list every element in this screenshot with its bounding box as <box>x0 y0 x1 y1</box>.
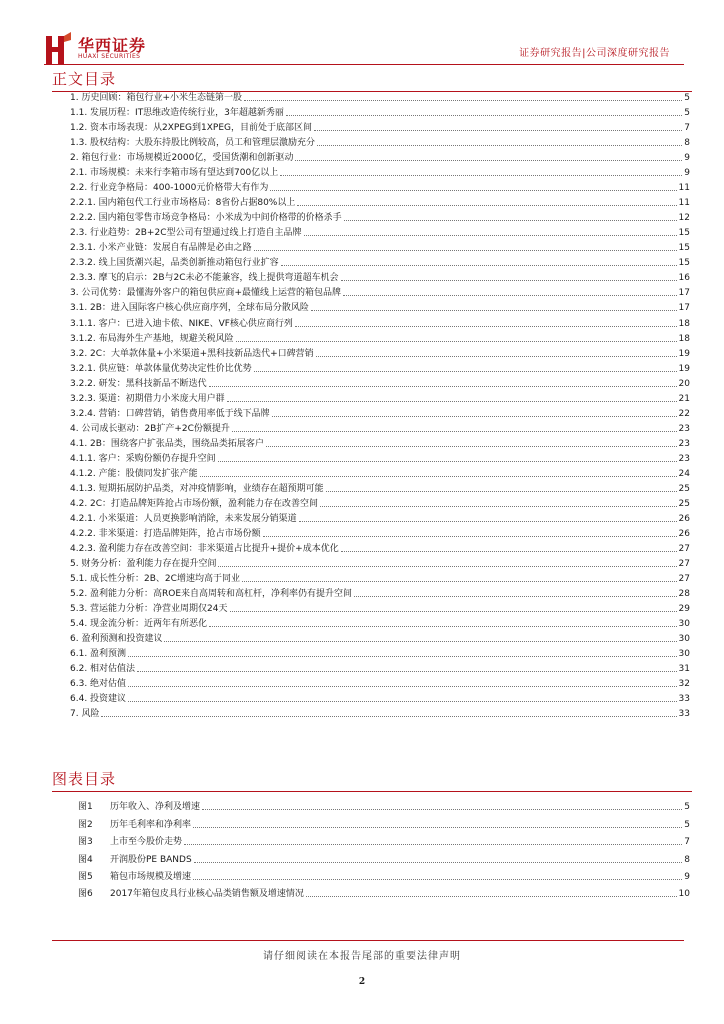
toc-leader-dots <box>299 520 677 522</box>
toc-entry[interactable] <box>70 600 690 615</box>
toc-leader-dots <box>236 340 677 342</box>
toc-entry-title: 1.1. 发展历程：IT思维改造传统行业，3年超越新秀丽 <box>70 108 284 119</box>
toc-leader-dots <box>232 430 677 432</box>
toc-entry[interactable] <box>70 660 690 675</box>
toc-entry-title: 6.4. 投资建议 <box>70 694 127 705</box>
legal-notice: 请仔细阅读在本报告尾部的重要法律声明 <box>263 951 461 962</box>
toc-entry-page: 21 <box>678 393 690 404</box>
toc-entry-title: 4.2.1. 小米渠道：人员更换影响消除，未来发展分销渠道 <box>70 513 297 524</box>
toc-entry-page: 11 <box>678 183 690 194</box>
figure-entry-label: 图4 <box>78 854 93 865</box>
toc-entry-page: 17 <box>678 303 690 314</box>
toc-entry-page: 15 <box>678 228 690 239</box>
toc-entry-title: 2.3. 行业趋势：2B+2C型公司有望通过线上打造自主品牌 <box>70 228 302 239</box>
toc-entry[interactable] <box>70 525 690 540</box>
toc-entry-page: 28 <box>678 589 690 600</box>
toc-entry-page: 33 <box>678 709 690 720</box>
toc-entry-title: 6.2. 相对估值法 <box>70 664 136 675</box>
toc-leader-dots <box>281 264 677 266</box>
toc-leader-dots <box>263 535 677 537</box>
toc-entry[interactable] <box>70 239 690 254</box>
figure-entry-title: 历年收入、净利及增速 <box>110 802 201 813</box>
toc-leader-dots <box>218 460 677 462</box>
toc-entry-title: 6.3. 绝对估值 <box>70 679 127 690</box>
toc-entry[interactable] <box>70 570 690 585</box>
toc-leader-dots <box>227 400 677 402</box>
toc-entry-title: 3. 公司优势：最懂海外客户的箱包供应商+最懂线上运营的箱包品牌 <box>70 288 341 299</box>
toc-entry-title: 4.1. 2B：围绕客户扩张品类，围绕品类拓展客户 <box>70 438 264 449</box>
toc-entry[interactable] <box>70 254 690 269</box>
toc-leader-dots <box>272 415 677 417</box>
toc-entry-page: 33 <box>678 694 690 705</box>
toc-entry[interactable] <box>70 555 690 570</box>
toc-entry-title: 2.2.2. 国内箱包零售市场竞争格局：小米成为中间价格带的价格杀手 <box>70 213 342 224</box>
toc-leader-dots <box>218 565 676 567</box>
toc-leader-dots <box>320 505 677 507</box>
toc-entry-page: 23 <box>678 453 690 464</box>
figure-entry-title: 上市至今股价走势 <box>110 837 183 848</box>
logo-text-en: HUAXI SECURITIES <box>78 53 141 60</box>
figure-entry-title: 2017年箱包皮具行业核心品类销售额及增速情况 <box>110 889 304 900</box>
toc-entry-page: 30 <box>678 649 690 660</box>
figure-list <box>78 796 690 900</box>
toc-entry-title: 5.2. 盈利能力分析：高ROE来自高周转和高杠杆，净利率仍有提升空间 <box>70 589 353 600</box>
figure-entry-label: 图3 <box>78 837 93 848</box>
toc-entry[interactable] <box>70 435 690 450</box>
toc-entry[interactable] <box>70 705 690 720</box>
figure-entry-page: 5 <box>684 802 690 813</box>
toc-leader-dots <box>326 490 677 492</box>
figure-entry[interactable] <box>78 796 690 813</box>
toc-entry[interactable] <box>70 209 690 224</box>
toc-leader-dots <box>128 685 677 687</box>
toc-entry-title: 2.3.3. 摩飞的启示：2B与2C未必不能兼容，线上提供弯道超车机会 <box>70 273 339 284</box>
toc-leader-dots <box>316 355 677 357</box>
toc-entry-page: 23 <box>678 438 690 449</box>
toc-entry-title: 3.2. 2C：大单款体量+小米渠道+黑科技新品迭代+口碑营销 <box>70 348 314 359</box>
toc-entry[interactable] <box>70 179 690 194</box>
toc-entry-title: 3.2.3. 渠道：初期借力小米庞大用户群 <box>70 393 225 404</box>
toc-entry-page: 19 <box>678 348 690 359</box>
toc-entry[interactable] <box>70 540 690 555</box>
toc-entry-page: 24 <box>678 468 690 479</box>
toc-heading-text: 正文目录 <box>52 70 117 88</box>
toc-entry-title: 4.1.2. 产能：股债同发扩张产能 <box>70 468 198 479</box>
toc-entry-page: 27 <box>678 543 690 554</box>
toc-leader-dots <box>200 475 677 477</box>
toc-entry[interactable] <box>70 675 690 690</box>
toc-entry[interactable] <box>70 224 690 239</box>
toc-entry[interactable] <box>70 480 690 495</box>
toc-entry[interactable] <box>70 330 690 345</box>
toc-leader-dots <box>128 655 677 657</box>
toc-entry[interactable] <box>70 104 690 119</box>
toc-entry[interactable] <box>70 164 690 179</box>
figure-entry[interactable] <box>78 813 690 830</box>
toc-entry-page: 26 <box>678 513 690 524</box>
report-type-label: 证券研究报告|公司深度研究报告 <box>519 48 670 59</box>
figure-entry-title: 开润股份PE BANDS <box>110 854 192 865</box>
toc-entry-page: 27 <box>678 574 690 585</box>
toc-entry[interactable] <box>70 615 690 630</box>
figure-leader-dots <box>184 843 682 845</box>
toc-leader-dots <box>341 550 677 552</box>
toc-entry-page: 20 <box>678 378 690 389</box>
table-of-contents <box>70 89 690 720</box>
toc-leader-dots <box>354 595 676 597</box>
toc-entry-page: 25 <box>678 483 690 494</box>
toc-entry-page: 18 <box>678 318 690 329</box>
toc-entry-title: 3.2.1. 供应链：单款体量优势决定性价比优势 <box>70 363 252 374</box>
toc-entry-title: 2.2.1. 国内箱包代工行业市场格局：8省份占据80%以上 <box>70 198 296 209</box>
toc-entry-page: 16 <box>678 273 690 284</box>
toc-entry[interactable] <box>70 690 690 705</box>
figure-entry-label: 图6 <box>78 889 93 900</box>
toc-entry-title: 2.1. 市场规模：未来行李箱市场有望达到700亿以上 <box>70 168 279 179</box>
toc-entry-page: 31 <box>678 664 690 675</box>
figure-leader-dots <box>194 861 683 863</box>
toc-leader-dots <box>254 370 677 372</box>
toc-leader-dots <box>314 129 682 131</box>
toc-leader-dots <box>341 279 677 281</box>
toc-entry[interactable] <box>70 119 690 134</box>
toc-entry-page: 30 <box>678 634 690 645</box>
figure-entry-page: 5 <box>684 819 690 830</box>
footer-divider <box>52 940 684 941</box>
toc-entry-title: 3.2.4. 营销：口碑营销，销售费用率低于线下品牌 <box>70 408 270 419</box>
toc-entry[interactable] <box>70 299 690 314</box>
toc-leader-dots <box>311 309 677 311</box>
figure-entry-page: 8 <box>684 854 690 865</box>
logo-text-cn: 华西证券 <box>78 36 147 55</box>
figure-entry[interactable] <box>78 831 690 848</box>
company-logo <box>44 32 164 66</box>
toc-entry-title: 2. 箱包行业：市场规模近2000亿，受国货潮和创新驱动 <box>70 153 294 164</box>
figure-entry-page: 10 <box>678 889 690 900</box>
toc-entry-page: 7 <box>684 123 690 134</box>
toc-leader-dots <box>101 715 676 717</box>
toc-entry-page: 27 <box>678 559 690 569</box>
toc-entry-page: 19 <box>678 363 690 374</box>
figure-leader-dots <box>193 878 682 880</box>
toc-leader-dots <box>317 144 682 146</box>
toc-entry-title: 3.1.1. 客户：已进入迪卡侬、NIKE、VF核心供应商行列 <box>70 318 293 329</box>
toc-leader-dots <box>344 219 677 221</box>
toc-leader-dots <box>266 445 677 447</box>
toc-entry-page: 23 <box>678 423 690 434</box>
toc-entry[interactable] <box>70 284 690 299</box>
toc-entry-title: 6. 盈利预测和投资建议 <box>70 634 163 645</box>
toc-leader-dots <box>128 700 677 702</box>
toc-entry[interactable] <box>70 360 690 375</box>
toc-entry-title: 3.1. 2B：进入国际客户核心供应商序列，全球布局分散风险 <box>70 303 309 314</box>
toc-entry-page: 9 <box>684 168 690 179</box>
toc-entry-title: 2.3.2. 线上国货潮兴起，品类创新推动箱包行业扩容 <box>70 258 279 269</box>
toc-entry[interactable] <box>70 450 690 465</box>
toc-entry-title: 5. 财务分析：盈利能力存在提升空间 <box>70 559 217 569</box>
toc-entry[interactable] <box>70 149 690 164</box>
figure-list-heading-text: 图表目录 <box>52 770 117 788</box>
toc-leader-dots <box>244 99 682 101</box>
figure-list-heading-underline <box>52 791 692 792</box>
huaxi-logo-icon <box>44 32 72 66</box>
toc-entry-page: 26 <box>678 528 690 539</box>
toc-entry-title: 3.1.2. 布局海外生产基地，规避关税风险 <box>70 333 234 344</box>
toc-entry-title: 6.1. 盈利预测 <box>70 649 127 660</box>
figure-entry-label: 图2 <box>78 819 93 830</box>
toc-entry-page: 12 <box>678 213 690 224</box>
toc-leader-dots <box>164 640 676 642</box>
toc-entry-title: 2.3.1. 小米产业链：发展自有品牌是必由之路 <box>70 243 252 254</box>
toc-entry[interactable] <box>70 314 690 329</box>
toc-leader-dots <box>297 204 676 206</box>
toc-entry[interactable] <box>70 510 690 525</box>
toc-leader-dots <box>137 670 677 672</box>
header-divider <box>44 64 684 65</box>
toc-entry-page: 9 <box>684 153 690 164</box>
figure-entry[interactable] <box>78 848 690 865</box>
toc-entry-title: 3.2.2. 研发：黑科技新品不断迭代 <box>70 378 207 389</box>
toc-entry-page: 25 <box>678 498 690 509</box>
figure-entry-title: 箱包市场规模及增速 <box>110 871 192 882</box>
toc-entry-page: 22 <box>678 408 690 419</box>
figure-entry[interactable] <box>78 883 690 900</box>
toc-entry-page: 29 <box>678 604 690 615</box>
figure-entry-label: 图5 <box>78 871 93 882</box>
toc-entry[interactable] <box>70 645 690 660</box>
toc-leader-dots <box>343 294 677 296</box>
figure-entry-label: 图1 <box>78 802 93 813</box>
toc-leader-dots <box>209 385 677 387</box>
toc-leader-dots <box>254 249 677 251</box>
toc-entry-page: 5 <box>684 108 690 119</box>
toc-entry-title: 5.3. 营运能力分析：净营业周期仅24天 <box>70 604 228 615</box>
toc-entry[interactable] <box>70 134 690 149</box>
toc-entry-page: 30 <box>678 619 690 630</box>
toc-entry[interactable] <box>70 345 690 360</box>
toc-leader-dots <box>270 189 676 191</box>
toc-entry-title: 5.4. 现金流分析：近两年有所恶化 <box>70 619 208 630</box>
figure-entry-page: 9 <box>684 871 690 882</box>
toc-entry-title: 1.2. 资本市场表现：从2XPEG到1XPEG，目前处于底部区间 <box>70 123 312 134</box>
toc-leader-dots <box>209 625 677 627</box>
toc-entry[interactable] <box>70 585 690 600</box>
toc-entry[interactable] <box>70 390 690 405</box>
toc-leader-dots <box>280 174 682 176</box>
figure-leader-dots <box>193 826 682 828</box>
toc-entry[interactable] <box>70 465 690 480</box>
toc-entry-page: 18 <box>678 333 690 344</box>
toc-leader-dots <box>230 610 677 612</box>
toc-entry[interactable] <box>70 269 690 284</box>
toc-entry-page: 11 <box>678 198 690 209</box>
toc-entry[interactable] <box>70 495 690 510</box>
toc-entry-page: 32 <box>678 679 690 690</box>
toc-leader-dots <box>286 114 682 116</box>
toc-entry[interactable] <box>70 630 690 645</box>
page-header <box>0 0 724 70</box>
toc-entry-title: 4. 公司成长驱动：2B扩产+2C份额提升 <box>70 423 230 434</box>
toc-entry-page: 15 <box>678 243 690 254</box>
toc-entry-page: 17 <box>678 288 690 299</box>
toc-entry[interactable] <box>70 89 690 104</box>
toc-leader-dots <box>304 234 677 236</box>
toc-entry-page: 8 <box>684 138 690 149</box>
toc-leader-dots <box>295 325 677 327</box>
toc-entry-title: 4.1.3. 短期拓展防护品类，对冲疫情影响，业绩存在超预期可能 <box>70 483 324 494</box>
toc-entry[interactable] <box>70 405 690 420</box>
toc-entry-title: 1.3. 股权结构：大股东持股比例较高，员工和管理层激励充分 <box>70 138 316 149</box>
figure-leader-dots <box>202 808 682 810</box>
toc-entry[interactable] <box>70 375 690 390</box>
toc-entry-title: 1. 历史回顾：箱包行业+小米生态链第一股 <box>70 93 242 104</box>
toc-entry-title: 4.2. 2C：打造品牌矩阵抢占市场份额，盈利能力存在改善空间 <box>70 498 319 509</box>
figure-entry-title: 历年毛利率和净利率 <box>110 819 192 830</box>
toc-entry-page: 15 <box>678 258 690 269</box>
toc-heading <box>52 68 116 89</box>
toc-entry-page: 5 <box>684 93 690 104</box>
toc-entry-title: 4.1.1. 客户：采购份额仍存提升空间 <box>70 453 216 464</box>
figure-list-heading <box>52 768 116 789</box>
figure-entry-page: 7 <box>684 837 690 848</box>
toc-entry-title: 2.2. 行业竞争格局：400-1000元价格带大有作为 <box>70 183 269 194</box>
toc-leader-dots <box>242 580 677 582</box>
toc-entry-title: 4.2.3. 盈利能力存在改善空间：非米渠道占比提升+提价+成本优化 <box>70 543 339 554</box>
figure-leader-dots <box>306 895 677 897</box>
toc-entry-title: 7. 风险 <box>70 709 100 720</box>
toc-entry[interactable] <box>70 194 690 209</box>
toc-entry-title: 5.1. 成长性分析：2B、2C增速均高于同业 <box>70 574 240 585</box>
figure-entry[interactable] <box>78 866 690 883</box>
page-number: 2 <box>358 977 366 987</box>
toc-leader-dots <box>295 159 682 161</box>
toc-entry[interactable] <box>70 420 690 435</box>
toc-entry-title: 4.2.2. 非米渠道：打造品牌矩阵，抢占市场份额 <box>70 528 261 539</box>
